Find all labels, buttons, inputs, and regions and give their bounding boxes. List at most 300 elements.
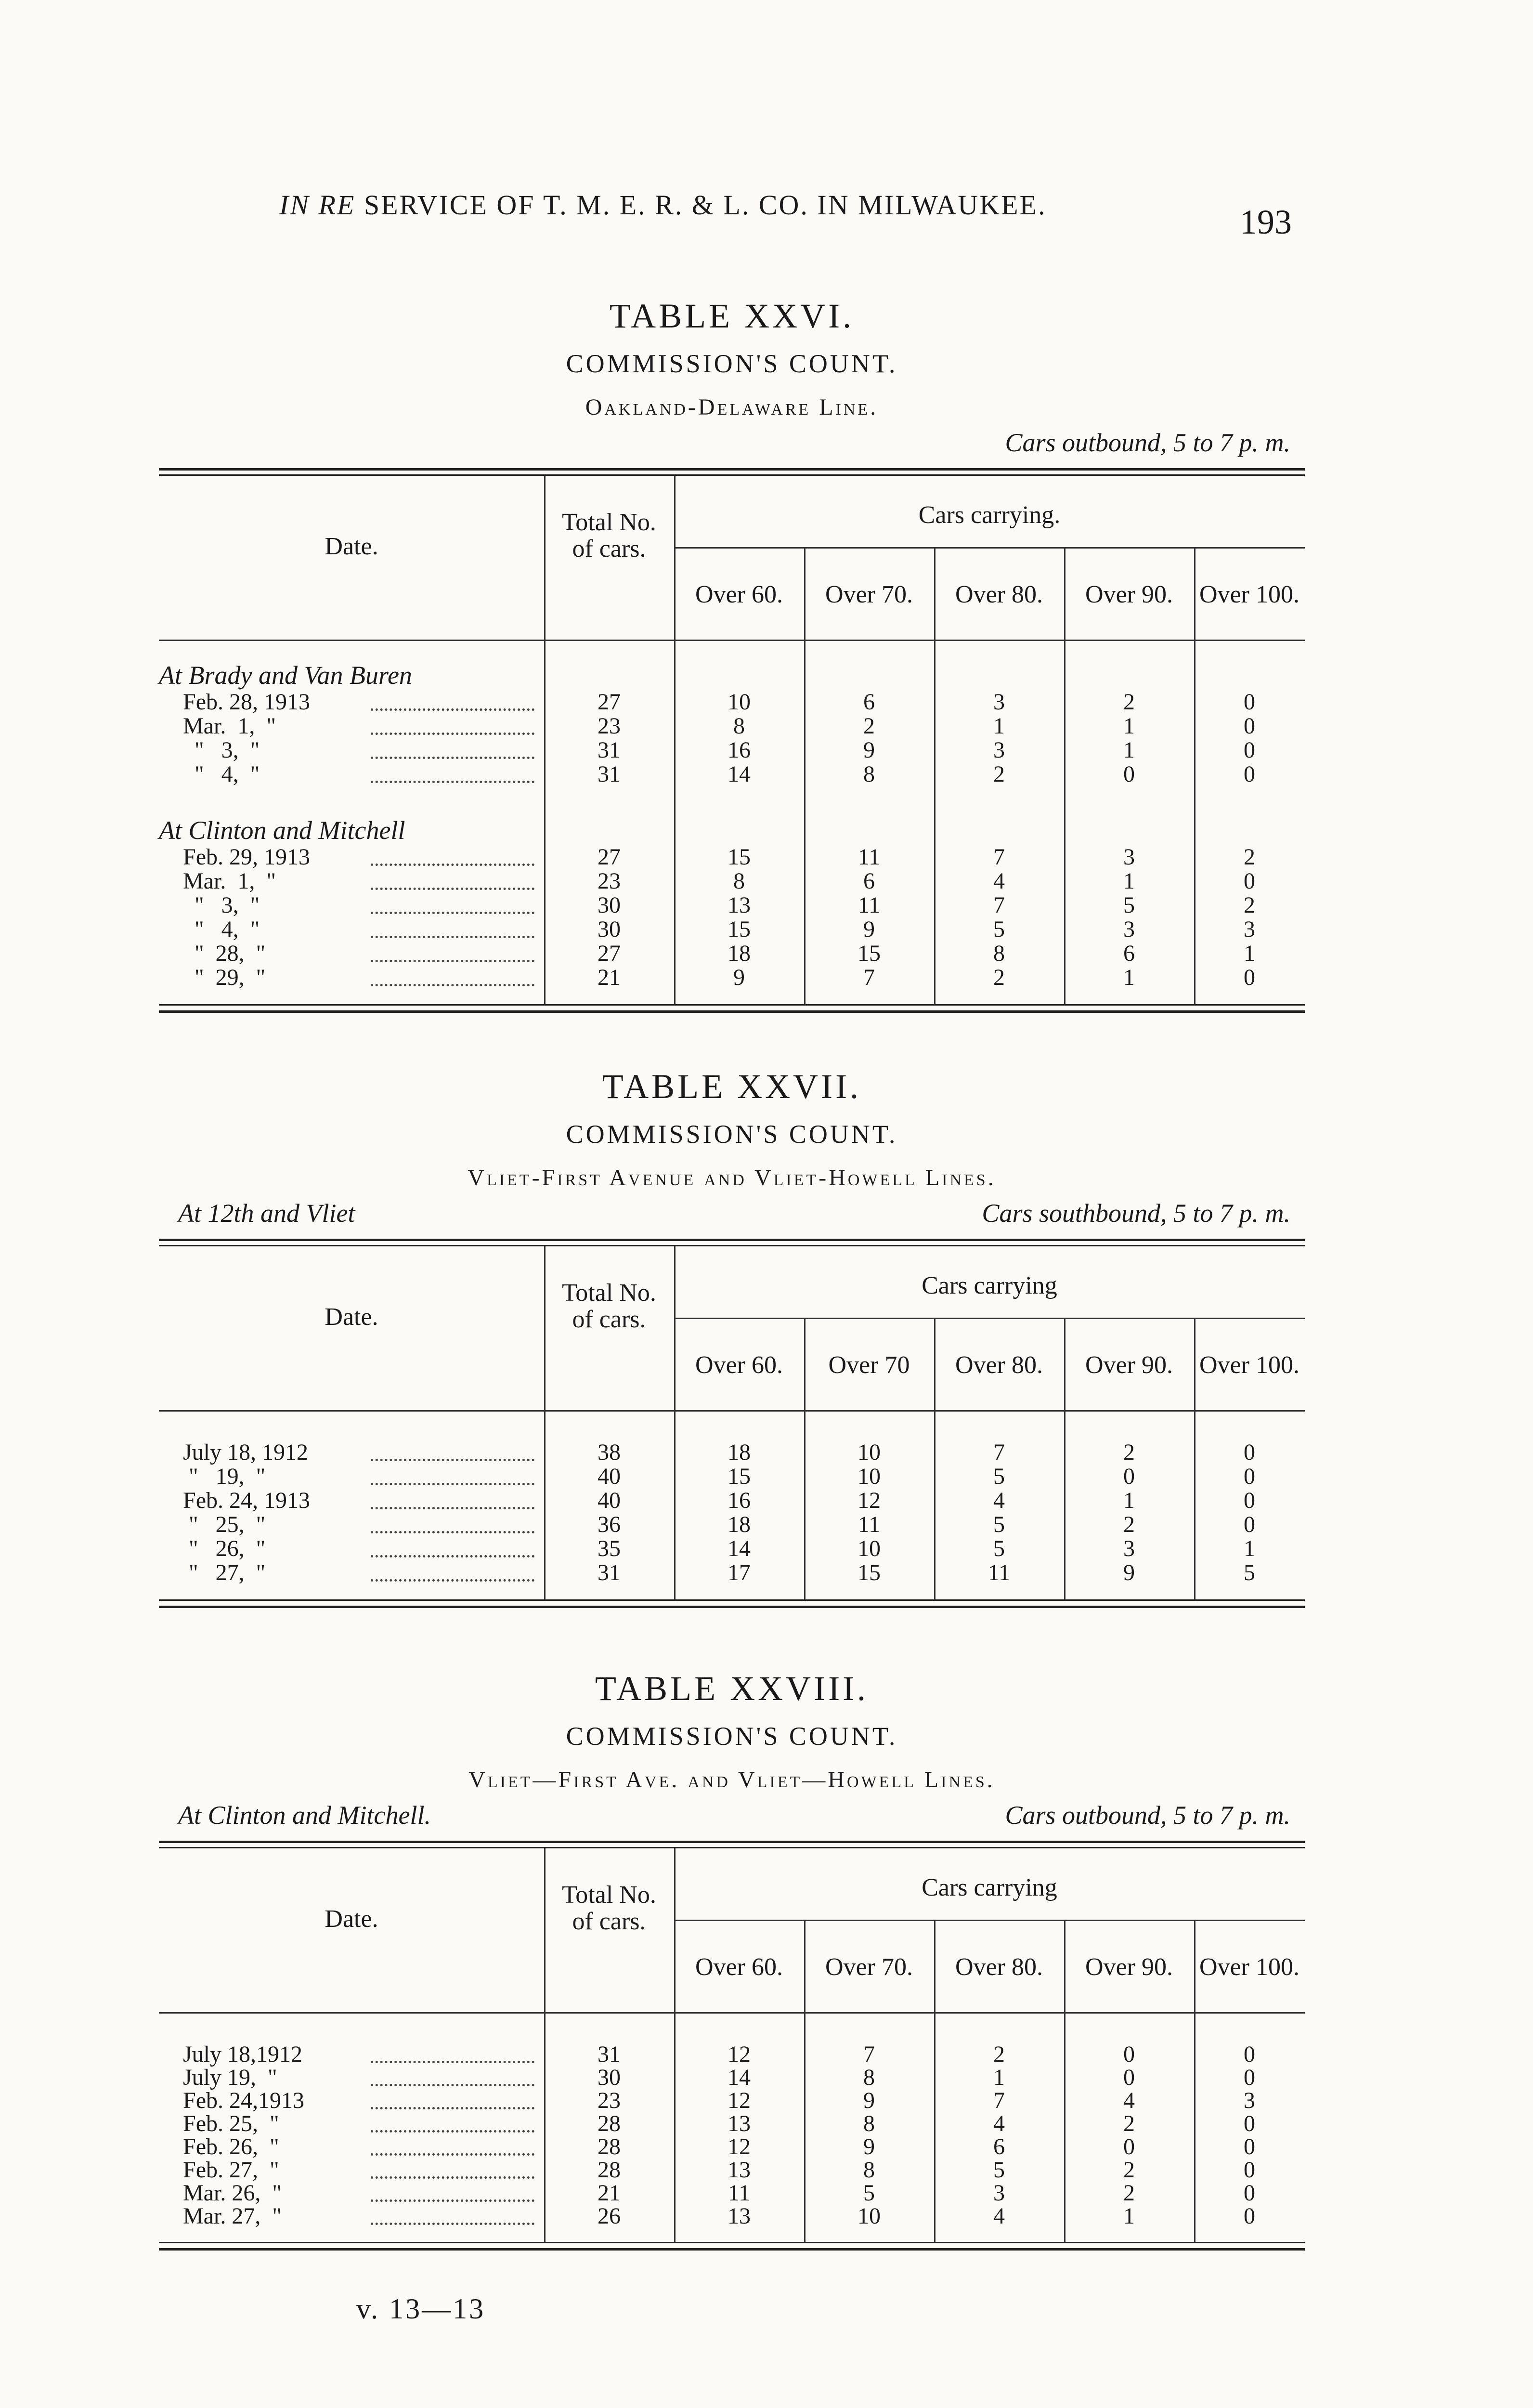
cell-over-5: 0 [1244, 1488, 1255, 1513]
cell-total-cars: 31 [598, 737, 621, 763]
dot-leader [371, 1483, 534, 1485]
row-date: Mar. 1, " [183, 868, 276, 894]
cell-over-2: 11 [857, 844, 881, 870]
row-date: " 3, " [183, 892, 260, 918]
cell-total-cars: 27 [598, 844, 621, 870]
cell-over-3: 5 [993, 1536, 1005, 1561]
dot-leader [371, 960, 534, 962]
header-over-3: Over 80. [955, 1351, 1043, 1379]
table-body [159, 1412, 1305, 1601]
column-divider [1064, 641, 1065, 1004]
dot-leader [371, 912, 534, 914]
cell-over-2: 8 [863, 761, 875, 787]
cell-over-5: 0 [1244, 2111, 1255, 2136]
cell-over-2: 15 [857, 1560, 881, 1585]
cell-total-cars: 23 [598, 713, 621, 739]
cell-over-5: 5 [1244, 1560, 1255, 1585]
table-grid [159, 1841, 1305, 2251]
column-divider [934, 1412, 935, 1599]
cell-over-1: 9 [733, 965, 745, 990]
cell-over-4: 0 [1123, 2042, 1135, 2067]
cell-over-5: 0 [1244, 689, 1255, 715]
cell-over-4: 2 [1123, 689, 1135, 715]
cell-total-cars: 30 [598, 892, 621, 918]
cell-over-3: 5 [993, 2157, 1005, 2183]
row-date: Mar. 1, " [183, 713, 276, 739]
cell-total-cars: 21 [598, 965, 621, 990]
cell-over-4: 1 [1123, 2203, 1135, 2229]
column-divider [544, 1246, 546, 1410]
dot-leader [371, 2061, 534, 2063]
cell-over-2: 8 [863, 2157, 875, 2183]
table-location: At Clinton and Mitchell. [178, 1801, 431, 1830]
table-subtitle: COMMISSION'S COUNT. [566, 349, 898, 378]
cell-over-2: 10 [857, 2203, 881, 2229]
row-date: " 26, " [183, 1536, 266, 1561]
cell-over-3: 7 [993, 1440, 1005, 1465]
cell-over-3: 5 [993, 1512, 1005, 1537]
dot-leader [371, 864, 534, 866]
column-divider [934, 641, 935, 1004]
column-divider [804, 1412, 805, 1599]
cell-over-2: 7 [863, 2042, 875, 2067]
cell-over-4: 3 [1123, 916, 1135, 942]
cell-over-5: 0 [1244, 868, 1255, 894]
cell-over-1: 15 [728, 844, 751, 870]
header-over-1: Over 60. [695, 1351, 783, 1379]
header-span-rule [674, 1318, 1305, 1319]
cell-over-3: 2 [993, 965, 1005, 990]
row-date: Feb. 25, " [183, 2111, 279, 2136]
header-date: Date. [325, 1905, 378, 1933]
cell-over-5: 2 [1244, 844, 1255, 870]
row-date: Feb. 28, 1913 [183, 689, 310, 715]
header-over-2: Over 70. [825, 581, 913, 608]
header-over-3: Over 80. [955, 1953, 1043, 1981]
header-cars-carrying: Cars carrying [922, 1874, 1057, 1901]
table-meta [159, 1800, 1305, 1834]
cell-over-3: 4 [993, 868, 1005, 894]
row-date: Feb. 29, 1913 [183, 844, 310, 870]
column-divider [544, 476, 546, 640]
table-row [159, 714, 1305, 738]
cell-over-2: 6 [863, 868, 875, 894]
cell-over-5: 0 [1244, 1464, 1255, 1489]
cell-over-2: 11 [857, 892, 881, 918]
cell-over-1: 8 [733, 713, 745, 739]
cell-over-5: 0 [1244, 1512, 1255, 1537]
cell-over-5: 1 [1244, 941, 1255, 966]
row-date: July 19, " [183, 2065, 277, 2090]
cell-over-2: 6 [863, 689, 875, 715]
cell-over-4: 6 [1123, 941, 1135, 966]
row-date: Feb. 24,1913 [183, 2088, 304, 2113]
cell-over-1: 14 [728, 761, 751, 787]
dot-leader [371, 936, 534, 938]
cell-over-1: 13 [728, 892, 751, 918]
cell-over-4: 1 [1123, 1488, 1135, 1513]
cell-over-1: 8 [733, 868, 745, 894]
cell-over-2: 10 [857, 1536, 881, 1561]
cell-over-3: 3 [993, 2180, 1005, 2206]
running-head-text: SERVICE OF T. M. E. R. & L. CO. IN MILWAUKEE. [364, 189, 1047, 221]
cell-over-5: 0 [1244, 2065, 1255, 2090]
cell-over-2: 15 [857, 941, 881, 966]
running-head [279, 189, 1300, 221]
table-row [159, 1537, 1305, 1561]
cell-over-3: 4 [993, 1488, 1005, 1513]
cell-over-3: 7 [993, 892, 1005, 918]
cell-over-5: 1 [1244, 1536, 1255, 1561]
cell-total-cars: 28 [598, 2157, 621, 2183]
row-date: " 28, " [183, 941, 266, 966]
cell-total-cars: 30 [598, 916, 621, 942]
row-date: Mar. 27, " [183, 2203, 282, 2229]
table-row [159, 1465, 1305, 1489]
dot-leader [371, 2199, 534, 2202]
table-row [159, 2204, 1305, 2227]
cell-total-cars: 40 [598, 1488, 621, 1513]
dot-leader [371, 1507, 534, 1509]
cell-total-cars: 30 [598, 2065, 621, 2090]
table-row [159, 2042, 1305, 2066]
cell-over-4: 2 [1123, 2111, 1135, 2136]
dot-leader [371, 984, 534, 986]
table-line-name: Vliet—First Ave. and Vliet—Howell Lines. [468, 1767, 995, 1793]
cell-over-5: 3 [1244, 916, 1255, 942]
cell-over-1: 12 [728, 2088, 751, 2113]
table-location: At 12th and Vliet [178, 1199, 355, 1228]
cell-over-2: 7 [863, 965, 875, 990]
cell-over-3: 8 [993, 941, 1005, 966]
cell-over-2: 8 [863, 2065, 875, 2090]
cell-over-1: 12 [728, 2134, 751, 2159]
table-subtitle: COMMISSION'S COUNT. [566, 1722, 898, 1751]
cell-over-1: 16 [728, 737, 751, 763]
cell-over-5: 0 [1244, 2134, 1255, 2159]
table-row [159, 2089, 1305, 2112]
cell-total-cars: 35 [598, 1536, 621, 1561]
cell-over-1: 13 [728, 2203, 751, 2229]
cell-total-cars: 21 [598, 2180, 621, 2206]
table-header [159, 1848, 1305, 2014]
cell-over-5: 3 [1244, 2088, 1255, 2113]
table-line-name: Oakland-Delaware Line. [585, 394, 879, 420]
cell-over-3: 6 [993, 2134, 1005, 2159]
cell-over-4: 1 [1123, 737, 1135, 763]
cell-over-3: 1 [993, 713, 1005, 739]
signature-mark: v. 13—13 [356, 2293, 486, 2325]
table-body [159, 641, 1305, 1006]
cell-over-4: 0 [1123, 761, 1135, 787]
cell-total-cars: 36 [598, 1512, 621, 1537]
table-direction: Cars outbound, 5 to 7 p. m. [1005, 428, 1290, 457]
dot-leader [371, 1531, 534, 1533]
column-divider [1064, 1412, 1065, 1599]
table-row [159, 917, 1305, 942]
cell-over-5: 0 [1244, 2180, 1255, 2206]
cell-over-3: 7 [993, 844, 1005, 870]
cell-over-3: 2 [993, 761, 1005, 787]
cell-over-5: 0 [1244, 965, 1255, 990]
cell-over-1: 16 [728, 1488, 751, 1513]
table-bottom-rule [159, 1006, 1305, 1013]
table-body [159, 2014, 1305, 2243]
cell-over-4: 3 [1123, 844, 1135, 870]
header-cars-carrying: Cars carrying. [918, 501, 1061, 529]
group-label: At Brady and Van Buren [159, 661, 412, 690]
cell-over-1: 12 [728, 2042, 751, 2067]
header-date: Date. [325, 533, 378, 560]
cell-total-cars: 27 [598, 941, 621, 966]
cell-over-2: 9 [863, 737, 875, 763]
column-divider [544, 641, 546, 1004]
cell-over-3: 2 [993, 2042, 1005, 2067]
dot-leader [371, 733, 534, 735]
column-divider [804, 641, 805, 1004]
cell-over-2: 5 [863, 2180, 875, 2206]
cell-over-5: 2 [1244, 892, 1255, 918]
cell-over-5: 0 [1244, 2042, 1255, 2067]
header-over-5: Over 100. [1199, 581, 1299, 608]
cell-over-4: 0 [1123, 2065, 1135, 2090]
column-divider [544, 2014, 546, 2242]
header-over-4: Over 90. [1085, 1953, 1173, 1981]
table-direction: Cars southbound, 5 to 7 p. m. [982, 1199, 1290, 1228]
dot-leader [371, 2153, 534, 2156]
cell-over-1: 13 [728, 2157, 751, 2183]
column-divider [674, 2014, 676, 2242]
dot-leader [371, 757, 534, 759]
row-date: " 27, " [183, 1560, 266, 1585]
dot-leader [371, 1459, 534, 1461]
cell-total-cars: 40 [598, 1464, 621, 1489]
row-date: Feb. 24, 1913 [183, 1488, 310, 1513]
cell-over-1: 15 [728, 916, 751, 942]
table-top-rule [159, 1843, 1305, 1848]
header-over-2: Over 70. [825, 1953, 913, 1981]
row-date: " 29, " [183, 965, 266, 990]
table-row [159, 2112, 1305, 2135]
table-row [159, 1561, 1305, 1585]
column-divider [544, 1848, 546, 2012]
header-cars-carrying: Cars carrying [922, 1272, 1057, 1299]
table-row [159, 893, 1305, 917]
table-1 [159, 299, 1305, 1013]
cell-over-1: 18 [728, 1512, 751, 1537]
header-span-rule [674, 547, 1305, 549]
cell-over-4: 1 [1123, 868, 1135, 894]
dot-leader [371, 2084, 534, 2086]
cell-over-2: 2 [863, 713, 875, 739]
column-divider [674, 476, 676, 640]
cell-over-5: 0 [1244, 2157, 1255, 2183]
table-row [159, 2158, 1305, 2181]
cell-over-4: 2 [1123, 2180, 1135, 2206]
cell-over-5: 0 [1244, 2203, 1255, 2229]
row-date: " 25, " [183, 1512, 266, 1537]
header-date: Date. [325, 1303, 378, 1331]
table-title: TABLE XXVIII. [595, 1669, 869, 1708]
cell-over-3: 1 [993, 2065, 1005, 2090]
column-divider [934, 2014, 935, 2242]
header-over-5: Over 100. [1199, 1953, 1299, 1981]
column-divider [804, 2014, 805, 2242]
cell-over-1: 18 [728, 941, 751, 966]
row-date: Feb. 27, " [183, 2157, 279, 2183]
table-3 [159, 1671, 1305, 2251]
cell-over-5: 0 [1244, 1440, 1255, 1465]
table-meta [159, 1198, 1305, 1232]
cell-over-3: 3 [993, 689, 1005, 715]
cell-over-3: 11 [987, 1560, 1011, 1585]
cell-over-1: 17 [728, 1560, 751, 1585]
row-date: " 3, " [183, 737, 260, 763]
cell-over-3: 7 [993, 2088, 1005, 2113]
cell-over-2: 8 [863, 2111, 875, 2136]
cell-over-1: 15 [728, 1464, 751, 1489]
cell-over-2: 12 [857, 1488, 881, 1513]
cell-over-3: 5 [993, 1464, 1005, 1489]
table-row [159, 869, 1305, 893]
cell-over-4: 0 [1123, 1464, 1135, 1489]
table-bottom-rule [159, 1601, 1305, 1608]
header-over-1: Over 60. [695, 1953, 783, 1981]
dot-leader [371, 888, 534, 890]
cell-total-cars: 31 [598, 761, 621, 787]
row-date: " 4, " [183, 761, 260, 787]
header-over-2: Over 70 [828, 1351, 910, 1379]
table-row [159, 845, 1305, 869]
cell-over-4: 3 [1123, 1536, 1135, 1561]
cell-total-cars: 31 [598, 2042, 621, 2067]
header-over-3: Over 80. [955, 581, 1043, 608]
dot-leader [371, 781, 534, 783]
cell-over-4: 0 [1123, 2134, 1135, 2159]
dot-leader [371, 1579, 534, 1582]
cell-over-3: 3 [993, 737, 1005, 763]
running-head-italic: IN RE [279, 189, 356, 221]
table-row [159, 2066, 1305, 2089]
column-divider [674, 1246, 676, 1410]
row-date: " 19, " [183, 1464, 266, 1489]
table-grid [159, 468, 1305, 1013]
header-total-cars: Total No. of cars. [562, 1881, 656, 1935]
table-header [159, 476, 1305, 641]
table-meta [159, 428, 1305, 461]
column-divider [674, 641, 676, 1004]
column-divider [674, 1848, 676, 2012]
cell-over-4: 1 [1123, 713, 1135, 739]
header-over-4: Over 90. [1085, 581, 1173, 608]
column-divider [1064, 2014, 1065, 2242]
dot-leader [371, 1555, 534, 1557]
table-row [159, 1489, 1305, 1513]
table-2 [159, 1069, 1305, 1608]
table-row [159, 762, 1305, 786]
column-divider [674, 1412, 676, 1599]
table-title: TABLE XXVI. [609, 297, 855, 335]
table-row [159, 2135, 1305, 2158]
table-row [159, 690, 1305, 714]
cell-over-2: 10 [857, 1464, 881, 1489]
cell-over-2: 10 [857, 1440, 881, 1465]
dot-leader [371, 708, 534, 711]
header-total-cars: Total No. of cars. [562, 1279, 656, 1333]
group-label: At Clinton and Mitchell [159, 816, 405, 845]
cell-over-2: 9 [863, 916, 875, 942]
cell-over-4: 4 [1123, 2088, 1135, 2113]
cell-over-1: 10 [728, 689, 751, 715]
cell-total-cars: 28 [598, 2111, 621, 2136]
table-row [159, 738, 1305, 762]
cell-over-3: 4 [993, 2111, 1005, 2136]
cell-total-cars: 38 [598, 1440, 621, 1465]
cell-over-5: 0 [1244, 713, 1255, 739]
cell-over-4: 1 [1123, 965, 1135, 990]
table-top-rule [159, 471, 1305, 476]
table-row [159, 942, 1305, 966]
dot-leader [371, 2107, 534, 2109]
row-date: July 18,1912 [183, 2042, 303, 2067]
table-top-rule [159, 1241, 1305, 1246]
dot-leader [371, 2223, 534, 2225]
table-grid [159, 1239, 1305, 1608]
cell-over-3: 4 [993, 2203, 1005, 2229]
dot-leader [371, 2176, 534, 2179]
table-title: TABLE XXVII. [602, 1067, 862, 1106]
cell-over-1: 18 [728, 1440, 751, 1465]
table-row [159, 966, 1305, 990]
cell-total-cars: 23 [598, 868, 621, 894]
cell-over-2: 11 [857, 1512, 881, 1537]
cell-over-4: 9 [1123, 1560, 1135, 1585]
column-divider [544, 1412, 546, 1599]
table-header [159, 1246, 1305, 1412]
dot-leader [371, 2130, 534, 2133]
cell-over-1: 14 [728, 2065, 751, 2090]
cell-over-1: 13 [728, 2111, 751, 2136]
row-date: " 4, " [183, 916, 260, 942]
row-date: July 18, 1912 [183, 1440, 309, 1465]
table-subtitle: COMMISSION'S COUNT. [566, 1120, 898, 1149]
row-date: Feb. 26, " [183, 2134, 279, 2159]
cell-total-cars: 31 [598, 1560, 621, 1585]
table-direction: Cars outbound, 5 to 7 p. m. [1005, 1801, 1290, 1830]
cell-total-cars: 23 [598, 2088, 621, 2113]
cell-over-2: 9 [863, 2134, 875, 2159]
table-line-name: Vliet-First Avenue and Vliet-Howell Lines. [468, 1165, 996, 1191]
cell-over-4: 2 [1123, 2157, 1135, 2183]
cell-over-1: 11 [728, 2180, 751, 2206]
header-over-4: Over 90. [1085, 1351, 1173, 1379]
cell-over-3: 5 [993, 916, 1005, 942]
table-bottom-rule [159, 2243, 1305, 2251]
cell-over-4: 5 [1123, 892, 1135, 918]
table-row [159, 1440, 1305, 1465]
header-over-5: Over 100. [1199, 1351, 1299, 1379]
column-divider [1194, 641, 1195, 1004]
page-number: 193 [1240, 203, 1292, 241]
column-divider [1194, 1412, 1195, 1599]
header-total-cars: Total No. of cars. [562, 509, 656, 563]
cell-over-5: 0 [1244, 737, 1255, 763]
cell-over-1: 14 [728, 1536, 751, 1561]
cell-total-cars: 28 [598, 2134, 621, 2159]
cell-over-2: 9 [863, 2088, 875, 2113]
cell-over-4: 2 [1123, 1440, 1135, 1465]
cell-total-cars: 26 [598, 2203, 621, 2229]
